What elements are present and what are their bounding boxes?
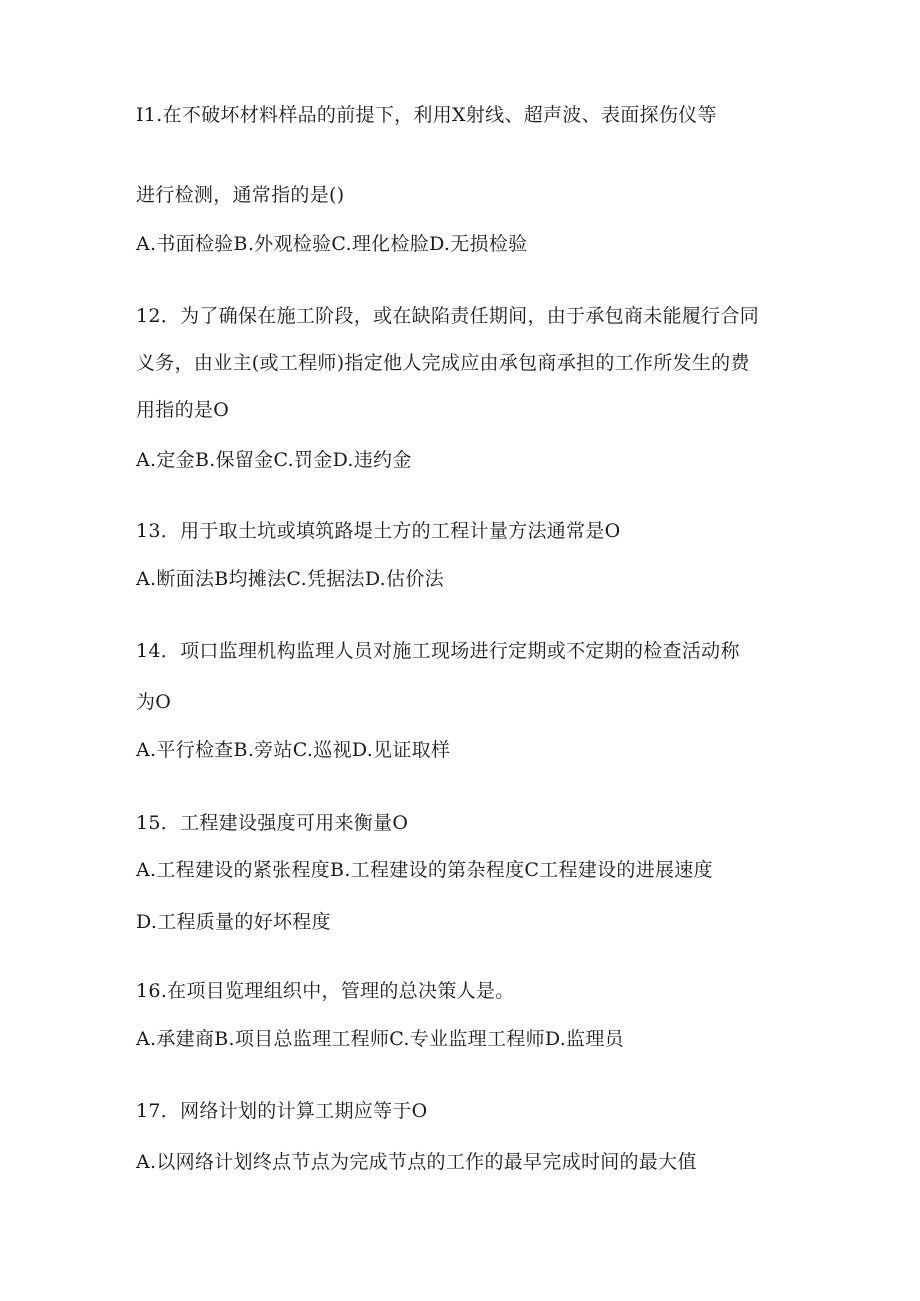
question-11-stem-line-2: 进行检测，通常指的是() [136,184,345,206]
question-17-option-a: A.以网络计划终点节点为完成节点的工作的最早完成时间的最大值 [136,1151,697,1173]
question-11-options: A.书面检验B.外观检验C.理化检脸D.无损检验 [136,233,528,255]
question-13-options: A.断面法B均摊法C.凭据法D.估价法 [136,568,444,590]
question-12-options: A.定金B.保留金C.罚金D.违约金 [136,449,412,471]
question-16-stem: 16.在项目览理组织中，管理的总决策人是。 [136,980,515,1002]
question-17-stem: 17．网络计划的计算工期应等于O [136,1100,428,1122]
question-11-stem-line-1: I1.在不破坏材料样品的前提下，利用X射线、超声波、表面探伤仪等 [136,104,717,126]
question-13-stem: 13．用于取土坑或填筑路堤土方的工程计量方法通常是O [136,520,621,542]
question-15-options-line-1: A.工程建设的紧张程度B.工程建设的第杂程度C工程建设的进展速度 [136,859,713,881]
question-15-options-line-2: D.工程质量的好坏程度 [136,911,331,933]
question-14-stem-line-2: 为O [136,691,172,713]
question-16-options: A.承建商B.项目总监理工程师C.专业监理工程师D.监理员 [136,1028,624,1050]
question-14-options: A.平行检查B.旁站C.巡视D.见证取样 [136,739,451,761]
question-12-stem-line-1: 12．为了确保在施工阶段，或在缺陷责任期间，由于承包商未能履行合同 [136,305,760,327]
question-15-stem: 15．工程建设强度可用来衡量O [136,812,409,834]
question-12-stem-line-3: 用指的是O [136,399,230,421]
question-12-stem-line-2: 义务，由业主(或工程师)指定他人完成应由承包商承担的工作所发生的费 [136,352,750,374]
question-14-stem-line-1: 14．项口监理机构监理人员对施工现场进行定期或不定期的检查活动称 [136,640,740,662]
